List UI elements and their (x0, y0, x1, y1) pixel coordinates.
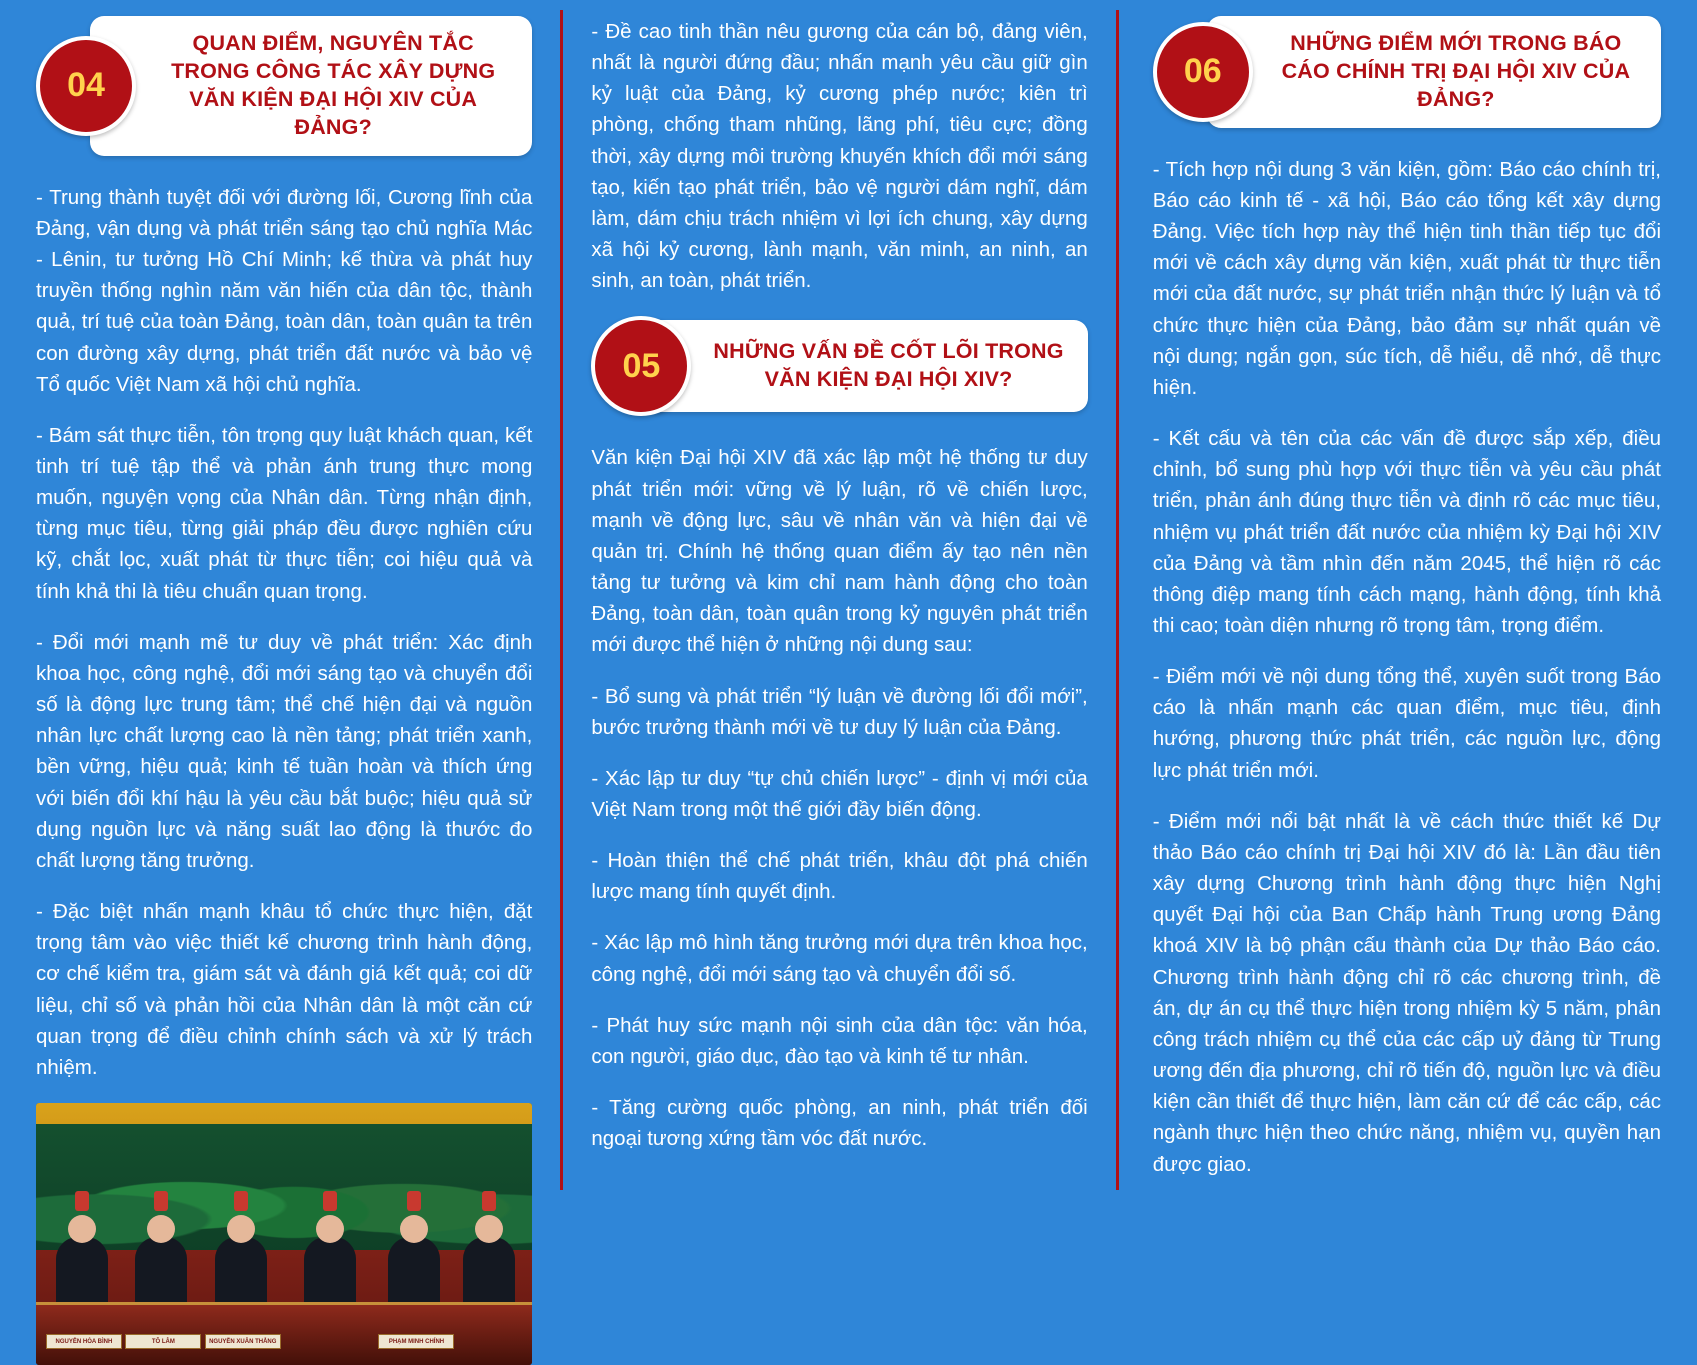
column-1 (14, 10, 554, 1345)
paragraph: - Xác lập tư duy “tự chủ chiến lược” - định vị mới của Việt Nam trong một thế giới đầy biến động. (591, 766, 1088, 821)
paragraph: - Đặc biệt nhấn mạnh khâu tổ chức thực hiện, đặt trọng tâm vào việc thiết kế chương trình hành động, cơ chế kiểm tra, giám sát và đánh giá kết quả; coi dữ liệu, chỉ số và phản hồi của Nhân dân là một căn cứ quan trọng để điều chỉnh chính sách và xử lý trách nhiệm. (36, 900, 533, 1079)
section-number-badge: 06 (1153, 22, 1253, 122)
paragraph: - Điểm mới nổi bật nhất là về cách thức thiết kế Dự thảo Báo cáo chính trị Đại hội XIV đó là: Lần đầu tiên xây dựng Chương trình hành động thực hiện Nghị quyết Đại hội của Ban Chấp hành Trung ương Đảng khoá XIV là bộ phận cấu thành của Dự thảo Báo cáo. Chương trình hành động chỉ rõ các chương trình, đề án, dự án cụ thể thực hiện trong nhiệm kỳ 5 năm, phân công trách nhiệm cụ thể của các cấp uỷ đảng từ Trung ương đến địa phương, chỉ rõ tiến độ, nguồn lực và điều kiện cần thiết để thực hiện, làm căn cứ để các cấp, các ngành thực hiện theo chức năng, nhiệm vụ, quyền hạn được giao. (1152, 809, 1662, 1176)
paragraph: - Đề cao tinh thần nêu gương của cán bộ, đảng viên, nhất là người đứng đầu; nhấn mạnh yêu cầu giữ gìn kỷ luật của Đảng, kỷ cương phép nước; kiên trì phòng, chống tham nhũng, lãng phí, tiêu cực; đồng thời, xây dựng môi trường khuyến khích đổi mới sáng tạo, kiến tạo phát triển, bảo vệ người dám nghĩ, dám làm, dám chịu trách nhiệm vì lợi ích chung, xây dựng xã hội kỷ cương, lành mạnh, văn minh, an ninh, an sinh, an toàn, phát triển. (591, 20, 1088, 293)
photo-plants (36, 1124, 532, 1260)
column-divider (560, 10, 563, 1190)
paragraph: - Tăng cường quốc phòng, an ninh, phát triển đối ngoại tương xứng tầm vóc đất nước. (591, 1096, 1088, 1151)
column-3 (1125, 10, 1683, 1190)
section-title-plate (1207, 16, 1661, 128)
photo-nameplate: PHẠM MINH CHÍNH (378, 1334, 454, 1349)
section-header-06 (1153, 16, 1661, 128)
section-title-plate (645, 320, 1087, 412)
section-header-05 (591, 316, 1087, 416)
paragraph: - Điểm mới về nội dung tổng thể, xuyên suốt trong Báo cáo là nhấn mạnh các quan điểm, mục tiêu, định hướng, phương thức phát triển, các nguồn lực, động lực phát triển mới. (1152, 665, 1662, 782)
photo-nameplate: NGUYỄN XUÂN THẮNG (205, 1334, 281, 1349)
section-title: NHỮNG ĐIỂM MỚI TRONG BÁO CÁO CHÍNH TRỊ ĐẠI HỘI XIV CỦA ĐẢNG? (1281, 31, 1631, 111)
paragraph: - Kết cấu và tên của các vấn đề được sắp xếp, điều chỉnh, bổ sung phù hợp với thực tiễn và yêu cầu phát triển, phản ánh đúng thực tiễn và định rõ các mục tiêu, nhiệm vụ phát triển đất nước của nhiệm kỳ Đại hội XIV của Đảng và tầm nhìn đến năm 2045, thể hiện rõ các thông điệp mang tính cách mạng, hành động, tính khả thi cao; toàn diện nhưng rõ trọng tâm, trọng điểm. (1152, 427, 1662, 637)
section-title: NHỮNG VẤN ĐỀ CỐT LÕI TRONG VĂN KIỆN ĐẠI HỘI XIV? (713, 339, 1064, 392)
paragraph: - Phát huy sức mạnh nội sinh của dân tộc: văn hóa, con người, giáo dục, đào tạo và kinh tế tư nhân. (591, 1013, 1088, 1068)
paragraph: - Hoàn thiện thể chế phát triển, khâu đột phá chiến lược mang tính quyết định. (591, 849, 1088, 904)
section-title: QUAN ĐIỂM, NGUYÊN TẮC TRONG CÔNG TÁC XÂY DỰNG VĂN KIỆN ĐẠI HỘI XIV CỦA ĐẢNG? (171, 31, 496, 139)
paragraph: - Bổ sung và phát triển “lý luận về đường lối đổi mới”, bước trưởng thành mới về tư duy lý luận của Đảng. (591, 684, 1088, 739)
paragraph: - Bám sát thực tiễn, tôn trọng quy luật khách quan, kết tinh trí tuệ tập thể và phản ánh trung thực mong muốn, nguyện vọng của Nhân dân. Từng nhận định, từng mục tiêu, từng giải pháp đều được nghiên cứu kỹ, chắt lọc, xuất phát từ thực tiễn; coi hiệu quả và tính khả thi là tiêu chuẩn quan trọng. (36, 423, 533, 603)
dai-hoi-voting-photo (36, 1103, 532, 1365)
column-divider (1116, 10, 1119, 1190)
section-number-badge: 05 (591, 316, 691, 416)
paragraph: - Trung thành tuyệt đối với đường lối, Cương lĩnh của Đảng, vận dụng và phát triển sáng tạo chủ nghĩa Mác - Lênin, tư tưởng Hồ Chí Minh; kế thừa và phát huy truyền thống nghìn năm văn hiến của dân tộc, thành quả, trí tuệ của toàn Đảng, toàn dân, toàn quân ta trên con đường xây dựng, phát triển đất nước và bảo vệ Tổ quốc Việt Nam xã hội chủ nghĩa. (36, 185, 533, 396)
paragraph: - Xác lập mô hình tăng trưởng mới dựa trên khoa học, công nghệ, đổi mới sáng tạo và chuyển đổi số. (591, 931, 1088, 986)
section-header-04 (36, 16, 532, 156)
paragraph: - Tích hợp nội dung 3 văn kiện, gồm: Báo cáo chính trị, Báo cáo kinh tế - xã hội, Báo cáo tổng kết xây dựng Đảng. Việc tích hợp này thể hiện tinh thần tiếp tục đổi mới về cách xây dựng văn kiện, xuất phát từ thực tiễn mới của đất nước, sự phát triển nhận thức lý luận và tổ chức thực hiện của Đảng, bảo đảm sự nhất quán về nội dung; ngắn gọn, súc tích, dễ hiểu, dễ nhớ, dễ thực hiện. (1152, 157, 1662, 399)
paragraph: Văn kiện Đại hội XIV đã xác lập một hệ thống tư duy phát triển mới: vững về lý luận, rõ về chiến lược, mạnh về động lực, sâu về nhân văn và hiện đại về quản trị. Chính hệ thống quan điểm ấy tạo nên nền tảng tư tưởng và kim chỉ nam hành động cho toàn Đảng, toàn dân, toàn quân trong kỷ nguyên phát triển mới được thể hiện ở những nội dung sau: (591, 446, 1088, 657)
paragraph: - Đổi mới mạnh mẽ tư duy về phát triển: Xác định khoa học, công nghệ, đổi mới sáng tạo và chuyển đổi số là động lực trung tâm; thể chế hiện đại và nguồn nhân lực chất lượng cao là nền tảng; phát triển xanh, bền vững, hiệu quả; kinh tế tuần hoàn và thích ứng với biến đổi khí hậu là yêu cầu bắt buộc; hiệu quả sử dụng nguồn lực và năng suất lao động là thước đo chất lượng tăng trưởng. (36, 630, 533, 872)
column-2 (569, 10, 1109, 1190)
photo-nameplate: NGUYỄN HÒA BÌNH (46, 1334, 122, 1349)
section-number-badge: 04 (36, 36, 136, 136)
photo-nameplate: TÔ LÂM (125, 1334, 201, 1349)
section-title-plate (90, 16, 532, 156)
